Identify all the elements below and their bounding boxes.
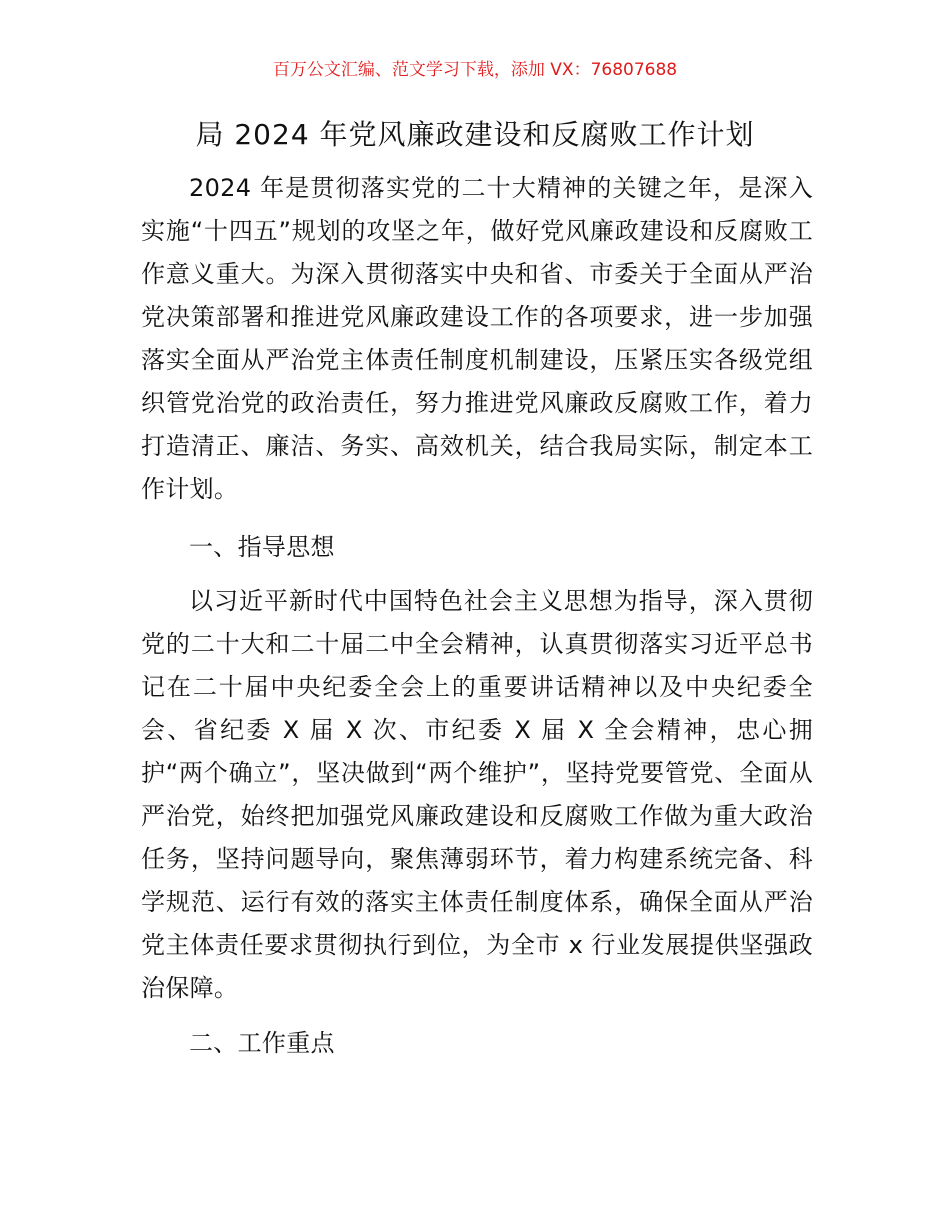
document-title: 局 2024 年党风廉政建设和反腐败工作计划 — [195, 118, 755, 151]
guiding-ideology-paragraph: 以习近平新时代中国特色社会主义思想为指导，深入贯彻党的二十大和二十届二中全会精神，认真贯彻落实习近平总书记在二十届中央纪委全会上的重要讲话精神以及中央纪委全会、省纪委 X 届 X 次、市纪委 X 届 X 全会精神，忠心拥护“两个确立”，坚决做到“两个维护”，坚持党要管党、全面从严治党，始终把加强党风廉政建设和反腐败工作做为重大政治任务，坚持问题导向，聚焦薄弱环节，着力构建系统完备、科学规范、运行有效的落实主体责任制度体系，确保全面从严治党主体责任要求贯彻执行到位，为全市 x 行业发展提供坚强政治保障。 — [141, 587, 813, 1002]
watermark-header: 百万公文汇编、范文学习下载，添加 VX：76807688 — [272, 60, 678, 80]
intro-paragraph: 2024 年是贯彻落实党的二十大精神的关键之年，是深入实施“十四五”规划的攻坚之年，做好党风廉政建设和反腐败工作意义重大。为深入贯彻落实中央和省、市委关于全面从严治党决策部署和推进党风廉政建设工作的各项要求，进一步加强落实全面从严治党主体责任制度机制建设，压紧压实各级党组织管党治党的政治责任，努力推进党风廉政反腐败工作，着力打造清正、廉洁、务实、高效机关，结合我局实际，制定本工作计划。 — [141, 174, 813, 503]
section-heading-guiding-ideology: 一、指导思想 — [189, 533, 335, 561]
section-heading-work-focus: 二、工作重点 — [189, 1029, 335, 1057]
